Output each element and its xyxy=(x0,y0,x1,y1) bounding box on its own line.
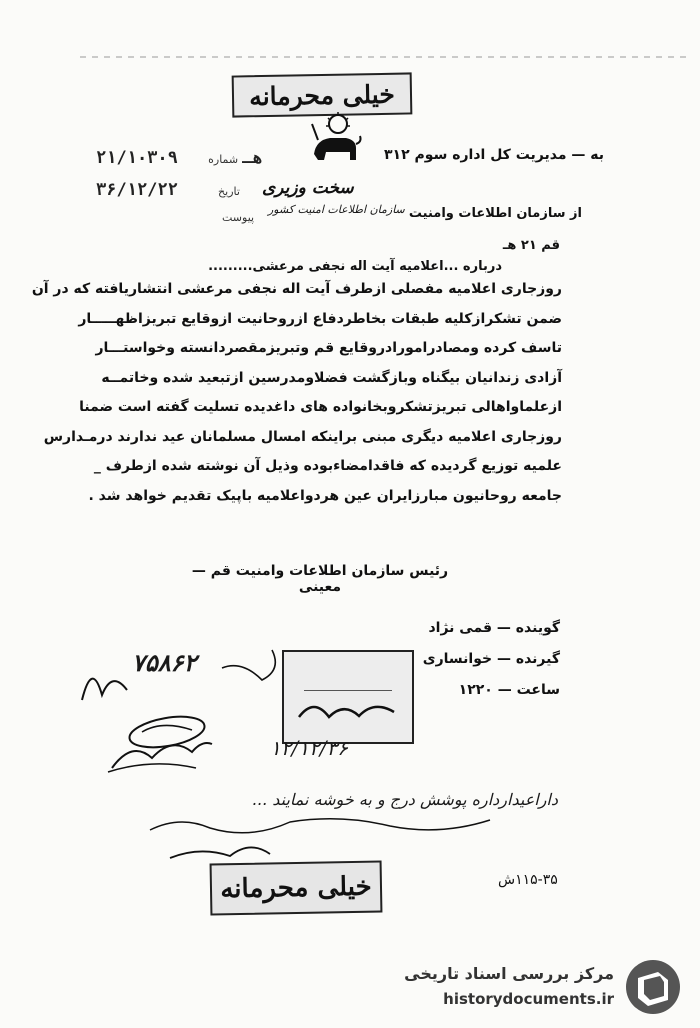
body-line: تاسف کرده ومصادرامورادروقایع قم وتبریزمقصردانسته وخواستـــار xyxy=(95,340,562,356)
lion-and-sun-emblem-icon xyxy=(306,110,362,166)
page-code: ۱۱۵-۳۵ش xyxy=(498,872,558,888)
date-row xyxy=(96,180,240,200)
watermark xyxy=(400,954,692,1020)
stamp-signature-icon xyxy=(294,692,404,732)
watermark-title: مرکز بررسی اسناد تاریخی xyxy=(404,964,614,983)
body-line: جامعه روحانیون مبارزایران عین هردواعلامیه باپیک تقدیم خواهد شد . xyxy=(88,487,562,504)
top-stamp-text: خیلی محرمانه xyxy=(249,79,396,111)
attachment-row xyxy=(222,210,254,225)
time-line: ساعت — ۱۲۲۰ xyxy=(458,682,560,698)
body-line: روزجاری اعلامیه مفصلی ازطرف آیت اله نجفی مرعشی انتشاریافته که در آن xyxy=(31,281,562,297)
signature-line: رئیس سازمان اطلاعات وامنیت قم — معینی xyxy=(191,563,449,595)
ref-number: قم ۲۱ هـ xyxy=(502,238,560,253)
bottom-classification-stamp xyxy=(210,861,383,916)
number-value: ۲۱/۱۰۳۰۹ هـ xyxy=(96,148,263,168)
subject-line: درباره ...اعلامیه آیت اله نجفی مرعشی......... xyxy=(208,259,502,274)
date-label: تاریخ xyxy=(218,185,240,198)
handwritten-note: داراعیدارداره پوشش درج و به خوشه نمایند ... xyxy=(251,790,558,809)
receipt-stamp xyxy=(282,650,414,744)
from-line xyxy=(409,206,582,221)
body-line: ضمن تشکرازکلیه طبقات بخاطردفاع ازروحانیت ازوقایع تبریزاظهـــــار xyxy=(78,310,562,327)
stamp-inner-line xyxy=(304,668,392,691)
handwritten-title: سخت وزیری xyxy=(262,178,354,198)
receiver-line: گیرنده — خوانساری xyxy=(422,651,560,667)
handwritten-date: ۱۲/۱۲/۳۶ xyxy=(270,736,348,760)
number-label: شماره xyxy=(208,153,239,166)
body-line: روزجاری اعلامیه دیگری مبنی براینکه امسال مسلمانان عید ندارند درمـدارس xyxy=(43,428,562,445)
scan-artifact-line xyxy=(80,56,690,58)
attachment-label: پیوست xyxy=(222,211,255,224)
from-label: از xyxy=(570,206,582,221)
handwritten-signatures-icon xyxy=(72,640,292,780)
to-line: به — مدیریت کل اداره سوم ۳۱۲ xyxy=(384,147,604,163)
from-org: سازمان اطلاعات وامنیت xyxy=(408,206,566,221)
handwritten-number: ۷۵۸۶۲ xyxy=(132,648,197,677)
bottom-stamp-text: خیلی محرمانه xyxy=(220,871,372,905)
watermark-url: historydocuments.ir xyxy=(443,990,614,1008)
body-line: علمیه توزیع گردیده که فاقدامضاءبوده وذیل آن نوشته شده ازطرف _ xyxy=(93,458,562,474)
archive-logo-icon xyxy=(624,958,682,1016)
handwritten-org: سازمان اطلاعات امنیت کشور xyxy=(268,203,405,216)
body-line: آزادی زندانیان بیگناه وبازگشت فضلاومدرسین ازتبعید شده وخاتمــه xyxy=(101,369,562,386)
date-value: ۳۶/۱۲/۲۲ xyxy=(96,180,178,200)
letter-body xyxy=(31,275,562,511)
speaker-line: گوینده — قمی نژاد xyxy=(428,620,560,636)
body-line: ازعلماواهالی تبریزتشکروبخانواده های داغدیده تسلیت گفته است ضمنا xyxy=(79,399,562,415)
number-row xyxy=(96,148,263,168)
